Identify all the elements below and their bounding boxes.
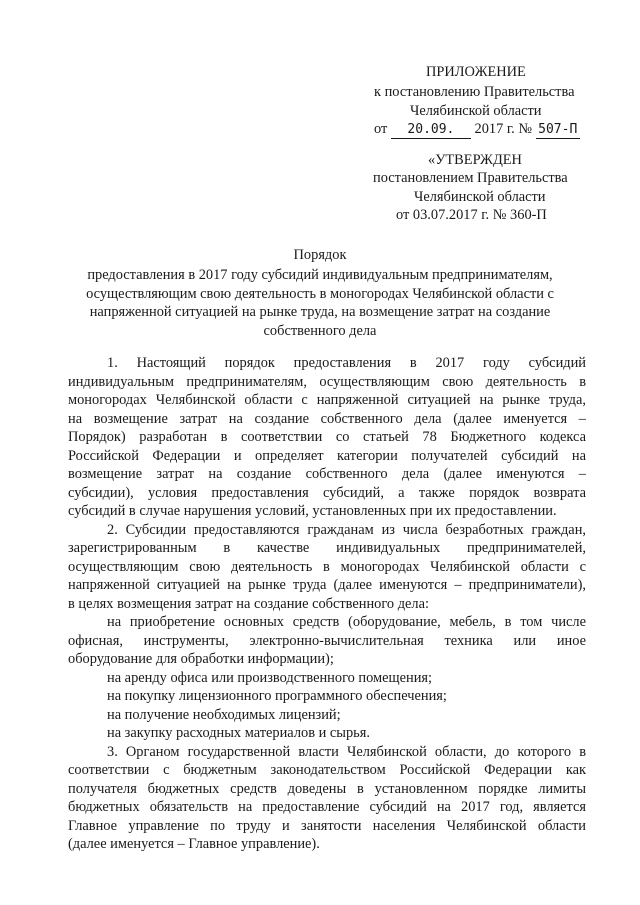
paragraph-1-line: моногородах Челябинской области с напряженной ситуацией на рынке труда,: [68, 392, 586, 408]
handwritten-date: 20.09.: [391, 122, 471, 139]
paragraph-1-line: Порядок) разработан в соответствии со статьей 78 Бюджетного кодекса: [68, 429, 586, 445]
appendix-date-line: [374, 121, 580, 139]
paragraph-1-line: субсидий в случае нарушения условий, установленных при их предоставлении.: [68, 503, 557, 519]
appendix-title: ПРИЛОЖЕНИЕ: [426, 64, 526, 80]
approved-title: «УТВЕРЖДЕН: [428, 152, 522, 168]
appendix-ref: к постановлению Правительства: [374, 84, 575, 100]
appendix-region: Челябинской области: [410, 103, 542, 119]
paragraph-3-line: 3. Органом государственной власти Челябинской области, до которого в: [107, 744, 586, 760]
list-item-line: офисная, инструменты, электронно-вычислительная техника или иное: [68, 633, 586, 649]
heading-line: осуществляющим свою деятельность в моногородах Челябинской области с: [86, 286, 554, 302]
paragraph-1-line: субсидии), условия предоставления субсидий, а также порядок возврата: [68, 485, 586, 501]
paragraph-1-line: Российской Федерации и определяет категории получателей субсидий на: [68, 448, 586, 464]
list-item-line: на приобретение основных средств (оборудование, мебель, в том числе: [107, 614, 586, 630]
paragraph-3-line: Главное управление по труду и занятости населения Челябинской области: [68, 818, 586, 834]
paragraph-2-line: в целях возмещения затрат на создание собственного дела:: [68, 596, 429, 612]
date-prefix: от: [374, 121, 388, 137]
handwritten-number: 507-П: [536, 122, 580, 139]
list-item-line: оборудование для обработки информации);: [68, 651, 334, 667]
list-item: на аренду офиса или производственного помещения;: [107, 670, 433, 686]
paragraph-2-line: зарегистрированным в качестве индивидуальных предпринимателей,: [68, 540, 586, 556]
heading-line: напряженной ситуацией на рынке труда, на возмещение затрат на создание: [89, 304, 551, 320]
list-item: на закупку расходных материалов и сырья.: [107, 725, 370, 741]
approved-region: Челябинской области: [414, 189, 546, 205]
heading-line: предоставления в 2017 году субсидий индивидуальным предпринимателям,: [87, 267, 553, 283]
paragraph-3-line: (далее именуется – Главное управление).: [68, 836, 320, 852]
paragraph-3-line: получателя бюджетных средств доведены в установленном порядке лимиты: [68, 781, 586, 797]
paragraph-2-line: 2. Субсидии предоставляются гражданам из числа безработных граждан,: [107, 522, 586, 538]
paragraph-1-line: возмещение затрат на создание собственного дела (далее именуются –: [68, 466, 586, 482]
paragraph-1-line: 1. Настоящий порядок предоставления в 2017 году субсидий: [107, 355, 586, 371]
paragraph-3-line: бюджетных обязательств на предоставление субсидий на 2017 год, является: [68, 799, 586, 815]
list-item: на покупку лицензионного программного обеспечения;: [107, 688, 447, 704]
approved-by: постановлением Правительства: [373, 170, 568, 186]
paragraph-2-line: осуществляющим свою деятельность в моногородах Челябинской области с: [68, 559, 586, 575]
paragraph-2-line: напряженной ситуацией на рынке труда (далее именуются – предприниматели),: [68, 577, 586, 593]
date-year: 2017 г. №: [474, 121, 533, 137]
paragraph-3-line: соответствии с бюджетным законодательством Российской Федерации как: [68, 762, 586, 778]
paragraph-1-line: на возмещение затрат на создание собственного дела (далее именуется –: [68, 411, 586, 427]
list-item: на получение необходимых лицензий;: [107, 707, 341, 723]
heading-line: собственного дела: [263, 323, 377, 339]
approved-date: от 03.07.2017 г. № 360-П: [396, 207, 547, 223]
paragraph-1-line: индивидуальным предпринимателям, осуществляющим свою деятельность в: [68, 374, 586, 390]
order-title: Порядок: [293, 247, 347, 263]
